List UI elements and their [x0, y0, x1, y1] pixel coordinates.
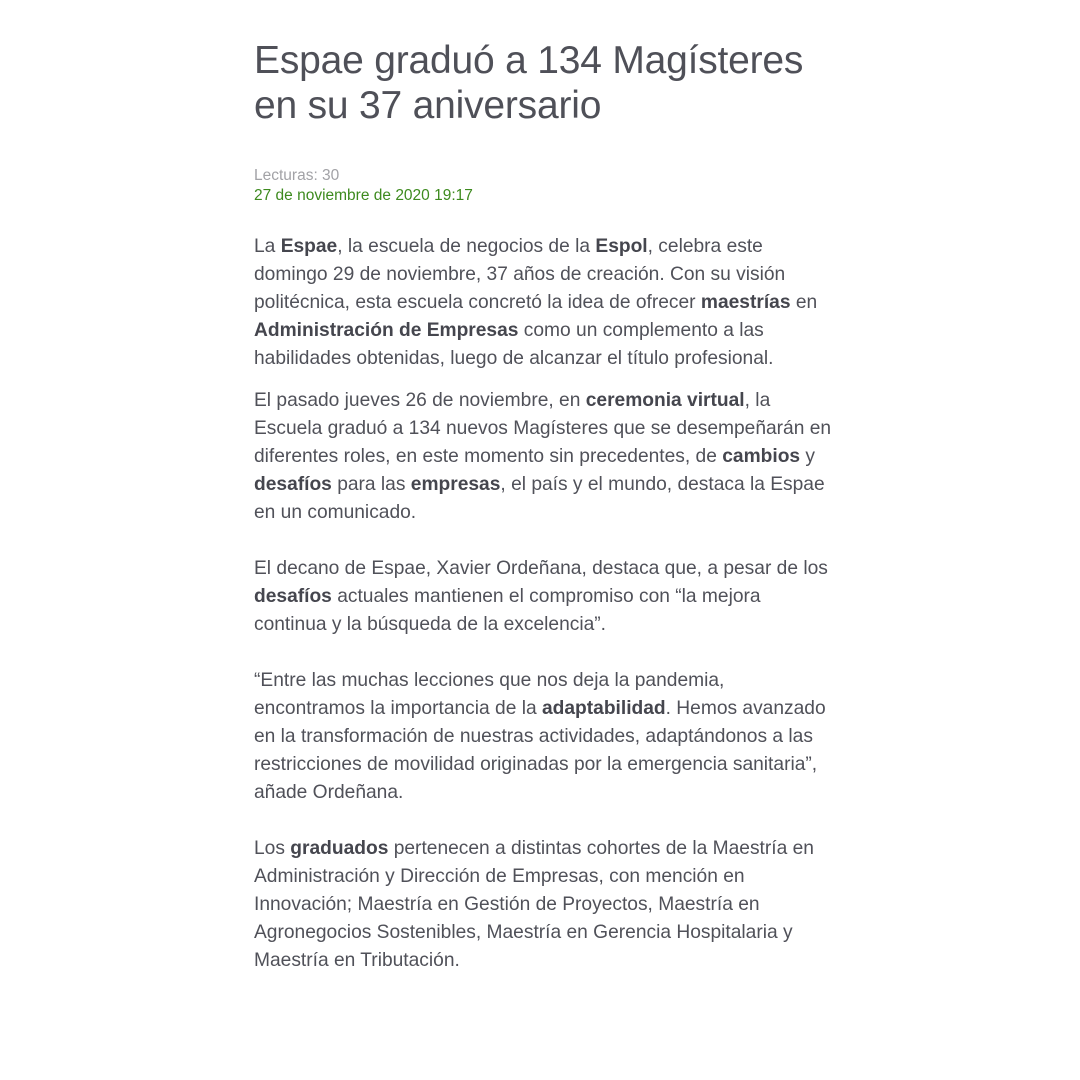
paragraph-5	[254, 835, 834, 975]
bold-phrase: graduados	[290, 838, 389, 859]
paragraph-4	[254, 667, 834, 807]
text-segment: “Entre las muchas lecciones que nos deja la pandemia, encontramos la importancia de la	[254, 670, 725, 719]
text-segment: para las	[331, 474, 411, 495]
text-segment: , la Escuela graduó a 134 nuevos Magísteres que se desempeñarán en diferentes roles, en este momento sin precedentes, de	[254, 390, 832, 467]
text-segment: en	[790, 292, 818, 313]
text-segment: , el país y el mundo, destaca la Espae en un comunicado.	[254, 474, 825, 523]
bold-phrase: Administración de Empresas	[254, 320, 519, 341]
bold-phrase: adaptabilidad	[541, 698, 666, 719]
bold-phrase: Espol	[595, 236, 648, 257]
publish-date: 27 de noviembre de 2020 19:17	[254, 187, 473, 204]
paragraph-3	[254, 555, 834, 639]
bold-phrase: maestrías	[700, 292, 791, 313]
text-segment: . Hemos avanzado en la transformación de nuestras actividades, adaptándonos a las restricciones de movilidad originadas por la emergencia sanitaria”, añade Ordeñana.	[254, 698, 826, 803]
bold-phrase: desafíos	[254, 474, 332, 495]
text-segment: El decano de Espae, Xavier Ordeñana, destaca que, a pesar de los	[254, 558, 828, 579]
bold-phrase: ceremonia virtual	[585, 390, 745, 411]
paragraph-2	[254, 387, 834, 527]
news-article	[254, 38, 834, 975]
bold-phrase: cambios	[722, 446, 801, 467]
paragraph-1	[254, 233, 834, 373]
bold-phrase: empresas	[410, 474, 501, 495]
article-body	[254, 233, 834, 975]
text-segment: como un complemento a las habilidades obtenidas, luego de alcanzar el título profesional.	[254, 320, 774, 369]
text-segment: La	[254, 236, 281, 257]
text-segment: pertenecen a distintas cohortes de la Maestría en Administración y Dirección de Empresas, con mención en Innovación; Maestría en Gestión de Proyectos, Maestría en Agronegocios Sostenibles, Maestría en Gerencia Hospitalaria y Maestría en Tributación.	[254, 838, 814, 971]
text-segment: , celebra este domingo 29 de noviembre, 37 años de creación. Con su visión politécnica, esta escuela concretó la idea de ofrecer	[254, 236, 786, 313]
article-title: Espae graduó a 134 Magísteres en su 37 aniversario	[254, 39, 804, 127]
bold-phrase: desafíos	[254, 586, 332, 607]
text-segment: , la escuela de negocios de la	[337, 236, 596, 257]
text-segment: El pasado jueves 26 de noviembre, en	[254, 390, 586, 411]
article-meta	[254, 166, 834, 206]
read-count: Lecturas: 30	[254, 167, 340, 184]
text-segment: y	[800, 446, 816, 467]
text-segment: actuales mantienen el compromiso con “la mejora continua y la búsqueda de la excelencia”.	[254, 586, 761, 635]
bold-phrase: Espae	[280, 236, 338, 257]
text-segment: Los	[254, 838, 291, 859]
